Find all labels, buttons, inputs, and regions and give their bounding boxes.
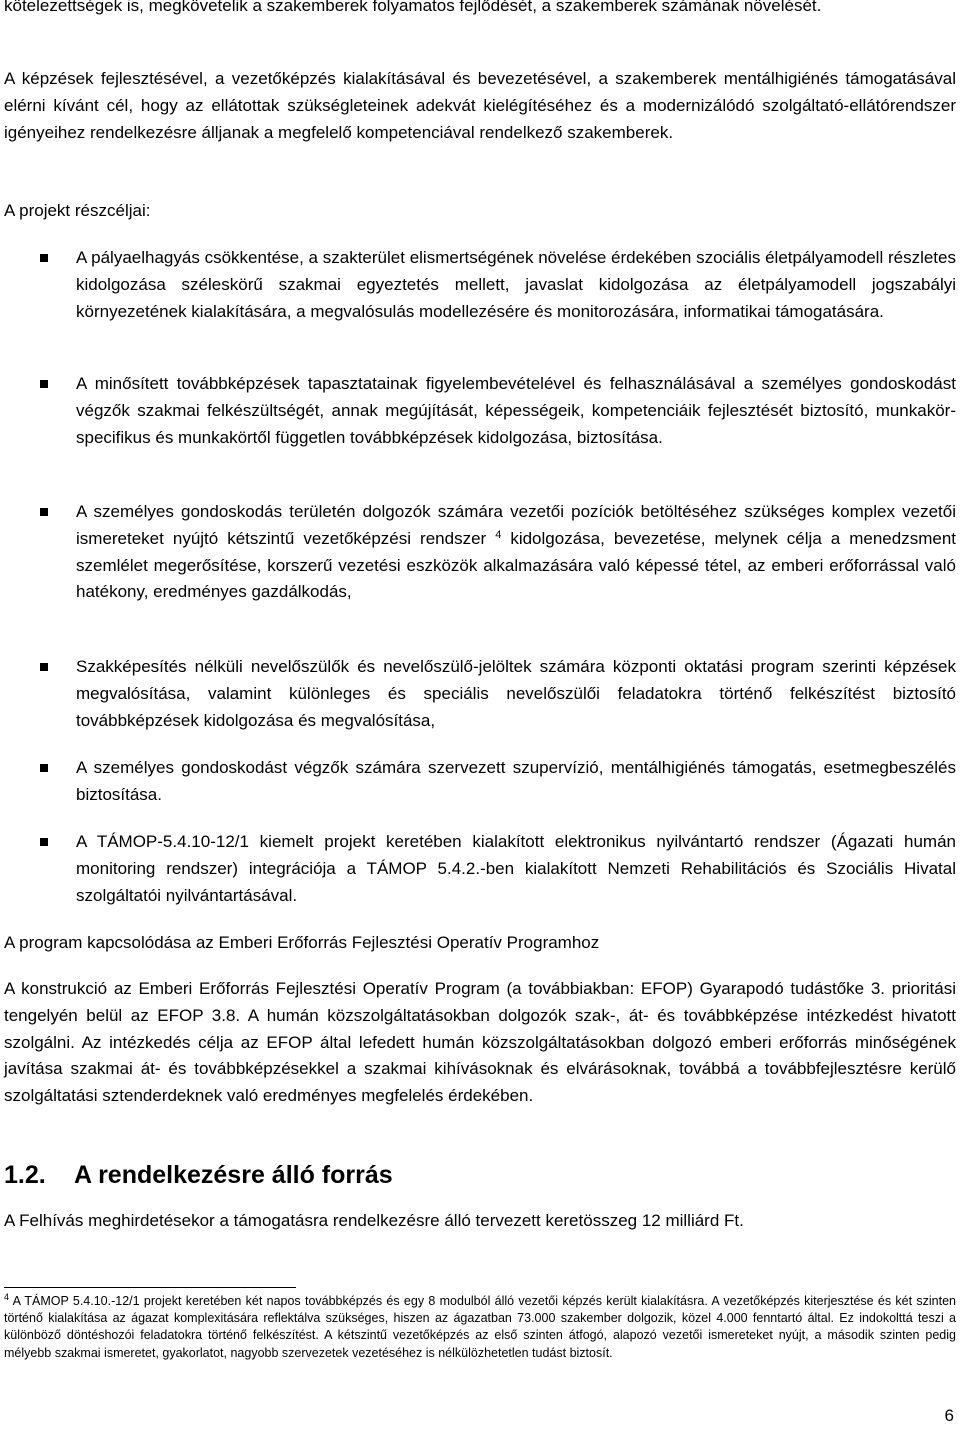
section-title: A rendelkezésre álló forrás [74, 1161, 393, 1189]
footnote-divider [4, 1287, 296, 1288]
list-item-text-part: kidolgozása, bevezetése, melynek célja a menedzsment szemlélet megerősítése, korszerű vezetési eszközök alkalmazására való képessé tétel, az emberi erőforrással való hatékony, eredményes gazdálkodás, [76, 528, 956, 602]
square-bullet-icon [40, 508, 48, 516]
footnote-reference[interactable]: 4 [495, 528, 502, 541]
square-bullet-icon [40, 663, 48, 671]
list-item [40, 829, 956, 909]
footnote-text: A TÁMOP 5.4.10.-12/1 projekt keretében két napos továbbképzés és egy 8 modulból álló vezetői képzés került kialakításra. A vezetőképzés kiterjesztése és két szinten történő kialakítása az ágazat komplexitására reflektálva szükséges, hiszen az ágazatban 73.000 szakember dolgozik, közel 4.000 fenntartó által. Ez indokolttá teszi a különböző döntéshozói feladatokra történő felkészítést. A kétszintű vezetőképzés az első szinten átfogó, alapozó vezetői ismereteket nyújt, a második szinten pedig mélyebb szakmai ismeretet, gyakorlatot, nagyobb szervezetek vezetéséhez is nélkülözhetetlen tudást biztosít. [4, 1294, 956, 1360]
footnote [4, 1293, 956, 1362]
paragraph-continued: kötelezettségek is, megkövetelik a szakemberek folyamatos fejlődését, a szakemberek számának növelését. [4, 0, 822, 15]
square-bullet-icon [40, 838, 48, 846]
list-item [40, 654, 956, 734]
list-item-text [76, 499, 956, 606]
square-bullet-icon [40, 764, 48, 772]
square-bullet-icon [40, 380, 48, 388]
list-item [40, 245, 956, 325]
list-item-text: A TÁMOP-5.4.10-12/1 kiemelt projekt keretében kialakított elektronikus nyilvántartó rendszer (Ágazati humán monitoring rendszer) integrációja a TÁMOP 5.4.2.-ben kialakított Nemzeti Rehabilitációs és Szociális Hivatal szolgáltatói nyilvántartásával. [76, 832, 956, 905]
list-item-text: A személyes gondoskodást végzők számára szervezett szupervízió, mentálhigiénés támogatás, esetmegbeszélés biztosítása. [76, 758, 956, 804]
section-heading [4, 1159, 393, 1191]
list-item [40, 371, 956, 451]
footnote-mark: 4 [4, 1291, 10, 1302]
list-item [40, 755, 956, 809]
square-bullet-icon [40, 254, 48, 262]
list-item-text: A pályaelhagyás csökkentése, a szakterület elismertségének növelése érdekében szociális életpályamodell részletes kidolgozása széleskörű szakmai egyeztetés mellett, javaslat kidolgozása az életpályamodell jogszabályi környezetének kialakítására, a megvalósulás modellezésére és monitorozására, informatikai támogatására. [76, 248, 956, 321]
list-item-text: A minősített továbbképzések tapasztatainak figyelembevételével és felhasználásával a személyes gondoskodást végzők szakmai felkészültségét, annak megújítását, képességeik, kompetenciáik fejlesztését biztosító, munkakör-specifikus és munkakörtől független továbbképzések kidolgozása, biztosítása. [76, 374, 956, 447]
paragraph-goal: A képzések fejlesztésével, a vezetőképzés kialakításával és bevezetésével, a szakemberek mentálhigiénés támogatásával elérni kívánt cél, hogy az ellátottak szükségleteinek adekvát kielégítéséhez és a modernizálódó szolgáltató-ellátórendszer igényeihez rendelkezésre álljanak a megfelelő kompetenciával rendelkező szakemberek. [4, 69, 956, 142]
program-heading: A program kapcsolódása az Emberi Erőforrás Fejlesztési Operatív Programhoz [4, 933, 600, 952]
paragraph-funding: A Felhívás meghirdetésekor a támogatásra rendelkezésre álló tervezett keretösszeg 12 milliárd Ft. [4, 1211, 744, 1230]
list-item-text: Szakképesítés nélküli nevelőszülők és nevelőszülő-jelöltek számára központi oktatási program szerinti képzések megvalósítása, valamint különleges és speciális nevelőszülői feladatokra történő felkészítést biztosító továbbképzések kidolgozása és megvalósítása, [76, 657, 956, 730]
list-item [40, 499, 956, 606]
page-number: 6 [944, 1406, 954, 1425]
section-number: 1.2. [4, 1161, 46, 1189]
subgoals-label: A projekt részcéljai: [4, 201, 151, 220]
list-item-text-part: A személyes gondoskodás területén dolgozók számára vezetői pozíciók betöltéséhez szükséges komplex vezetői ismereteket nyújtó kétszintű vezetőképzési rendszer [76, 502, 956, 548]
paragraph-efop: A konstrukció az Emberi Erőforrás Fejlesztési Operatív Program (a továbbiakban: EFOP) Gyarapodó tudástőke 3. prioritási tengelyén belül az EFOP 3.8. A humán közszolgáltatásokban dolgozók szak-, át- és továbbképzése intézkedést hivatott szolgálni. Az intézkedés célja az EFOP által lefedett humán közszolgáltatásokban dolgozó emberi erőforrás minőségének javítása szakmai át- és továbbképzésekkel a szakmai kihívásoknak és elvárásoknak, továbbá a továbbfejlesztésre kerülő szolgáltatási sztenderdeknek való eredményes megfelelés érdekében. [4, 979, 956, 1106]
